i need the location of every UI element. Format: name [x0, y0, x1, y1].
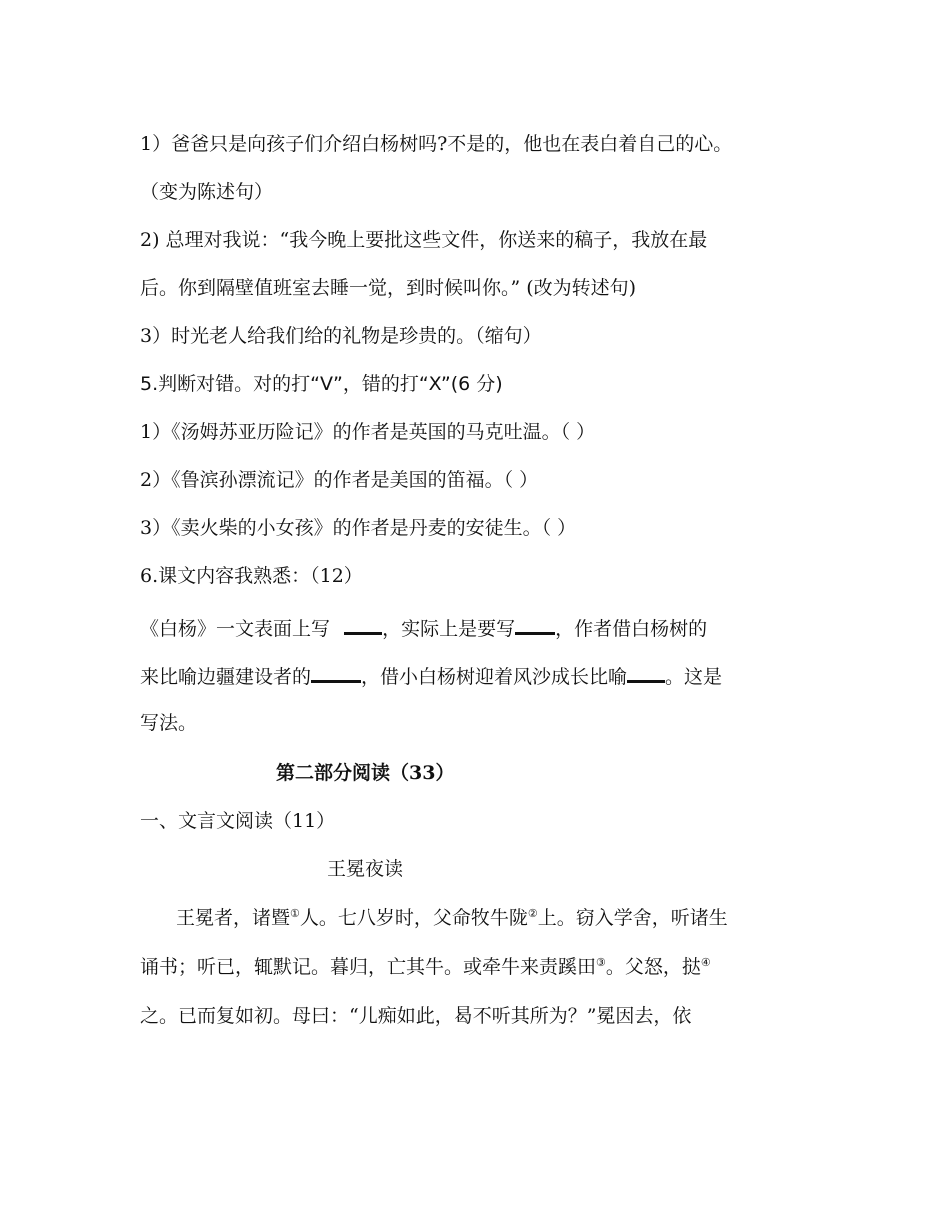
- passage-text: 诵书；听已，辄默记。暮归，亡其牛。或牵牛来责蹊田: [140, 956, 597, 978]
- fill-line-2-text-b: ，借小白杨树迎着风沙成长比喻: [361, 666, 628, 688]
- judge-item-1: 1）《汤姆苏亚历险记》的作者是英国的马克吐温。（ ）: [140, 421, 596, 443]
- rewrite-question-2-line-1: 2) 总理对我说：“我今晚上要批这些文件，你送来的稿子，我放在最: [140, 229, 708, 251]
- judge-item-2: 2）《鲁滨孙漂流记》的作者是美国的笛福。（ ）: [140, 469, 539, 491]
- judge-heading: 5.判断对错。对的打“V”，错的打“X”(6 分): [140, 373, 503, 395]
- answer-blank[interactable]: [344, 614, 382, 635]
- fill-line-1-text-c: ，作者借白杨树的: [555, 618, 708, 640]
- rewrite-question-1: 1）爸爸只是向孩子们介绍白杨树吗?不是的，他也在表白着自己的心。: [140, 133, 733, 155]
- passage-title: 王冕夜读: [327, 858, 404, 880]
- footnote-marker: ①: [290, 907, 300, 920]
- answer-blank[interactable]: [515, 614, 555, 635]
- fill-line-1-text-a: 《白杨》一文表面上写: [140, 618, 331, 640]
- passage-text: 上。窃入学舍，听诸生: [537, 907, 728, 929]
- passage-text: 王冕者，诸暨: [176, 907, 291, 929]
- part-two-heading: 第二部分阅读（33）: [276, 762, 455, 784]
- footnote-marker: ②: [527, 907, 538, 920]
- fill-line-1: [140, 614, 820, 642]
- footnote-marker: ③: [596, 956, 606, 969]
- rewrite-question-1-instruction: （变为陈述句）: [140, 181, 274, 203]
- passage-line-3: 之。已而复如初。母曰：“儿痴如此，曷不听其所为？”冕因去，依: [140, 1005, 692, 1027]
- fill-heading: 6.课文内容我熟悉：（12）: [140, 565, 363, 587]
- fill-line-1-text-b: ，实际上是要写: [382, 618, 516, 640]
- fill-line-2-text-c: 。这是: [665, 666, 723, 688]
- rewrite-question-3: 3）时光老人给我们给的礼物是珍贵的。（缩句）: [140, 325, 542, 347]
- passage-line-1: [176, 905, 820, 931]
- section-one-heading: 一、文言文阅读（11）: [140, 810, 336, 832]
- passage-line-2: [140, 954, 820, 980]
- judge-item-3: 3）《卖火柴的小女孩》的作者是丹麦的安徒生。（ ）: [140, 517, 577, 539]
- fill-line-3: 写法。: [140, 712, 198, 734]
- answer-blank[interactable]: [311, 662, 361, 683]
- answer-blank[interactable]: [627, 662, 665, 683]
- fill-line-2: [140, 662, 820, 690]
- footnote-marker: ④: [700, 956, 711, 969]
- passage-text: 。父怒，挞: [605, 956, 701, 978]
- passage-text: 人。七八岁时，父命牧牛陇: [299, 907, 528, 929]
- rewrite-question-2-line-2: 后。你到隔壁值班室去睡一觉，到时候叫你。” (改为转述句): [140, 277, 637, 299]
- fill-line-2-text-a: 来比喻边疆建设者的: [140, 666, 312, 688]
